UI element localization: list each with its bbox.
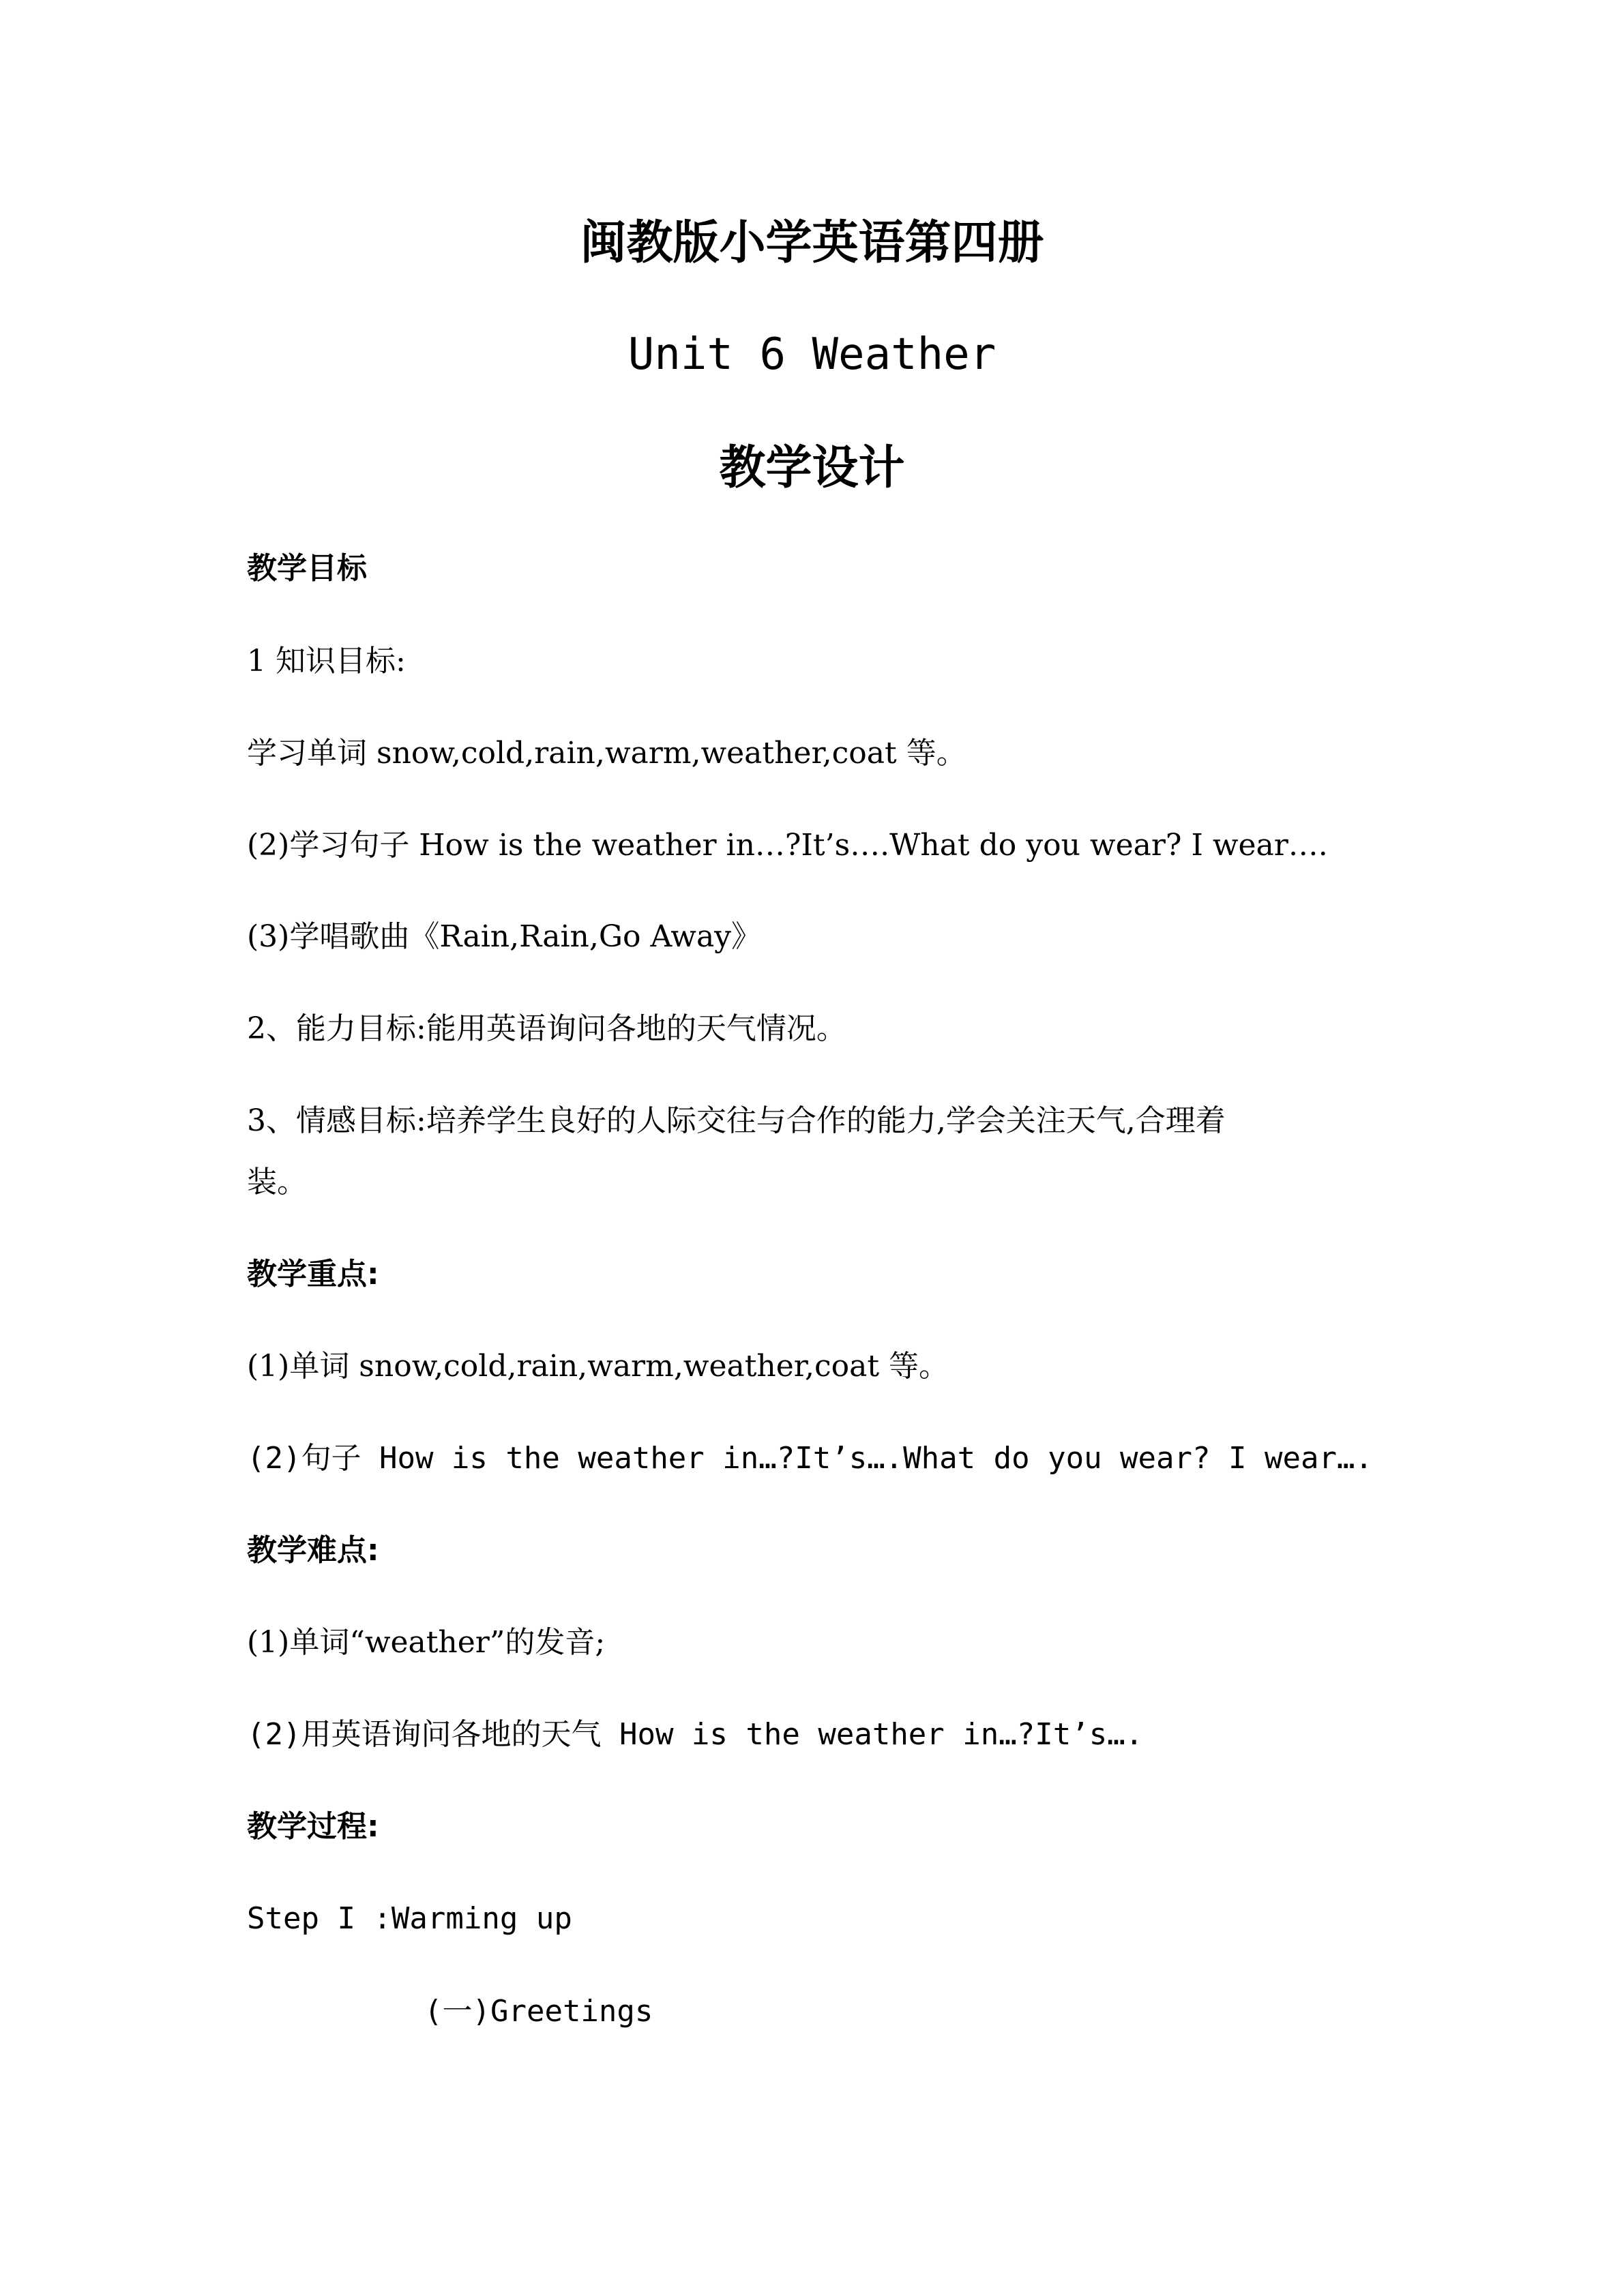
ability-goal: 2、能力目标:能用英语询问各地的天气情况。 — [247, 1011, 846, 1046]
key-points-heading: 教学重点: — [247, 1257, 379, 1292]
sentences-line: (2)学习句子 How is the weather in…?It’s….What do you wear? I wear…. — [247, 828, 1328, 863]
knowledge-goal: 1 知识目标: — [247, 644, 406, 679]
document-title-chinese: 闽教版小学英语第四册 — [580, 215, 1044, 270]
greetings-item: (一)Greetings — [424, 1994, 653, 2029]
step-1-warming-up: Step I :Warming up — [247, 1901, 572, 1936]
difficult-points-heading: 教学难点: — [247, 1533, 379, 1568]
song-line: (3)学唱歌曲《Rain,Rain,Go Away》 — [247, 919, 762, 954]
words-line: 学习单词 snow,cold,rain,warm,weather,coat 等。 — [247, 736, 966, 771]
difficult-point-1: (1)单词“weather”的发音; — [247, 1625, 606, 1660]
process-heading: 教学过程: — [247, 1809, 379, 1844]
document-subtitle: 教学设计 — [719, 441, 905, 495]
objectives-heading: 教学目标 — [247, 551, 367, 586]
key-point-2: (2)句子 How is the weather in…?It’s….What do you wear? I wear…. — [247, 1441, 1373, 1476]
difficult-point-2: (2)用英语询问各地的天气 How is the weather in…?It’s…. — [247, 1717, 1144, 1752]
emotion-goal-line-2: 装。 — [247, 1165, 307, 1199]
document-title-unit: Unit 6 Weather — [628, 329, 996, 380]
emotion-goal-line-1: 3、情感目标:培养学生良好的人际交往与合作的能力,学会关注天气,合理着 — [247, 1103, 1226, 1138]
key-point-1: (1)单词 snow,cold,rain,warm,weather,coat 等。 — [247, 1349, 949, 1384]
